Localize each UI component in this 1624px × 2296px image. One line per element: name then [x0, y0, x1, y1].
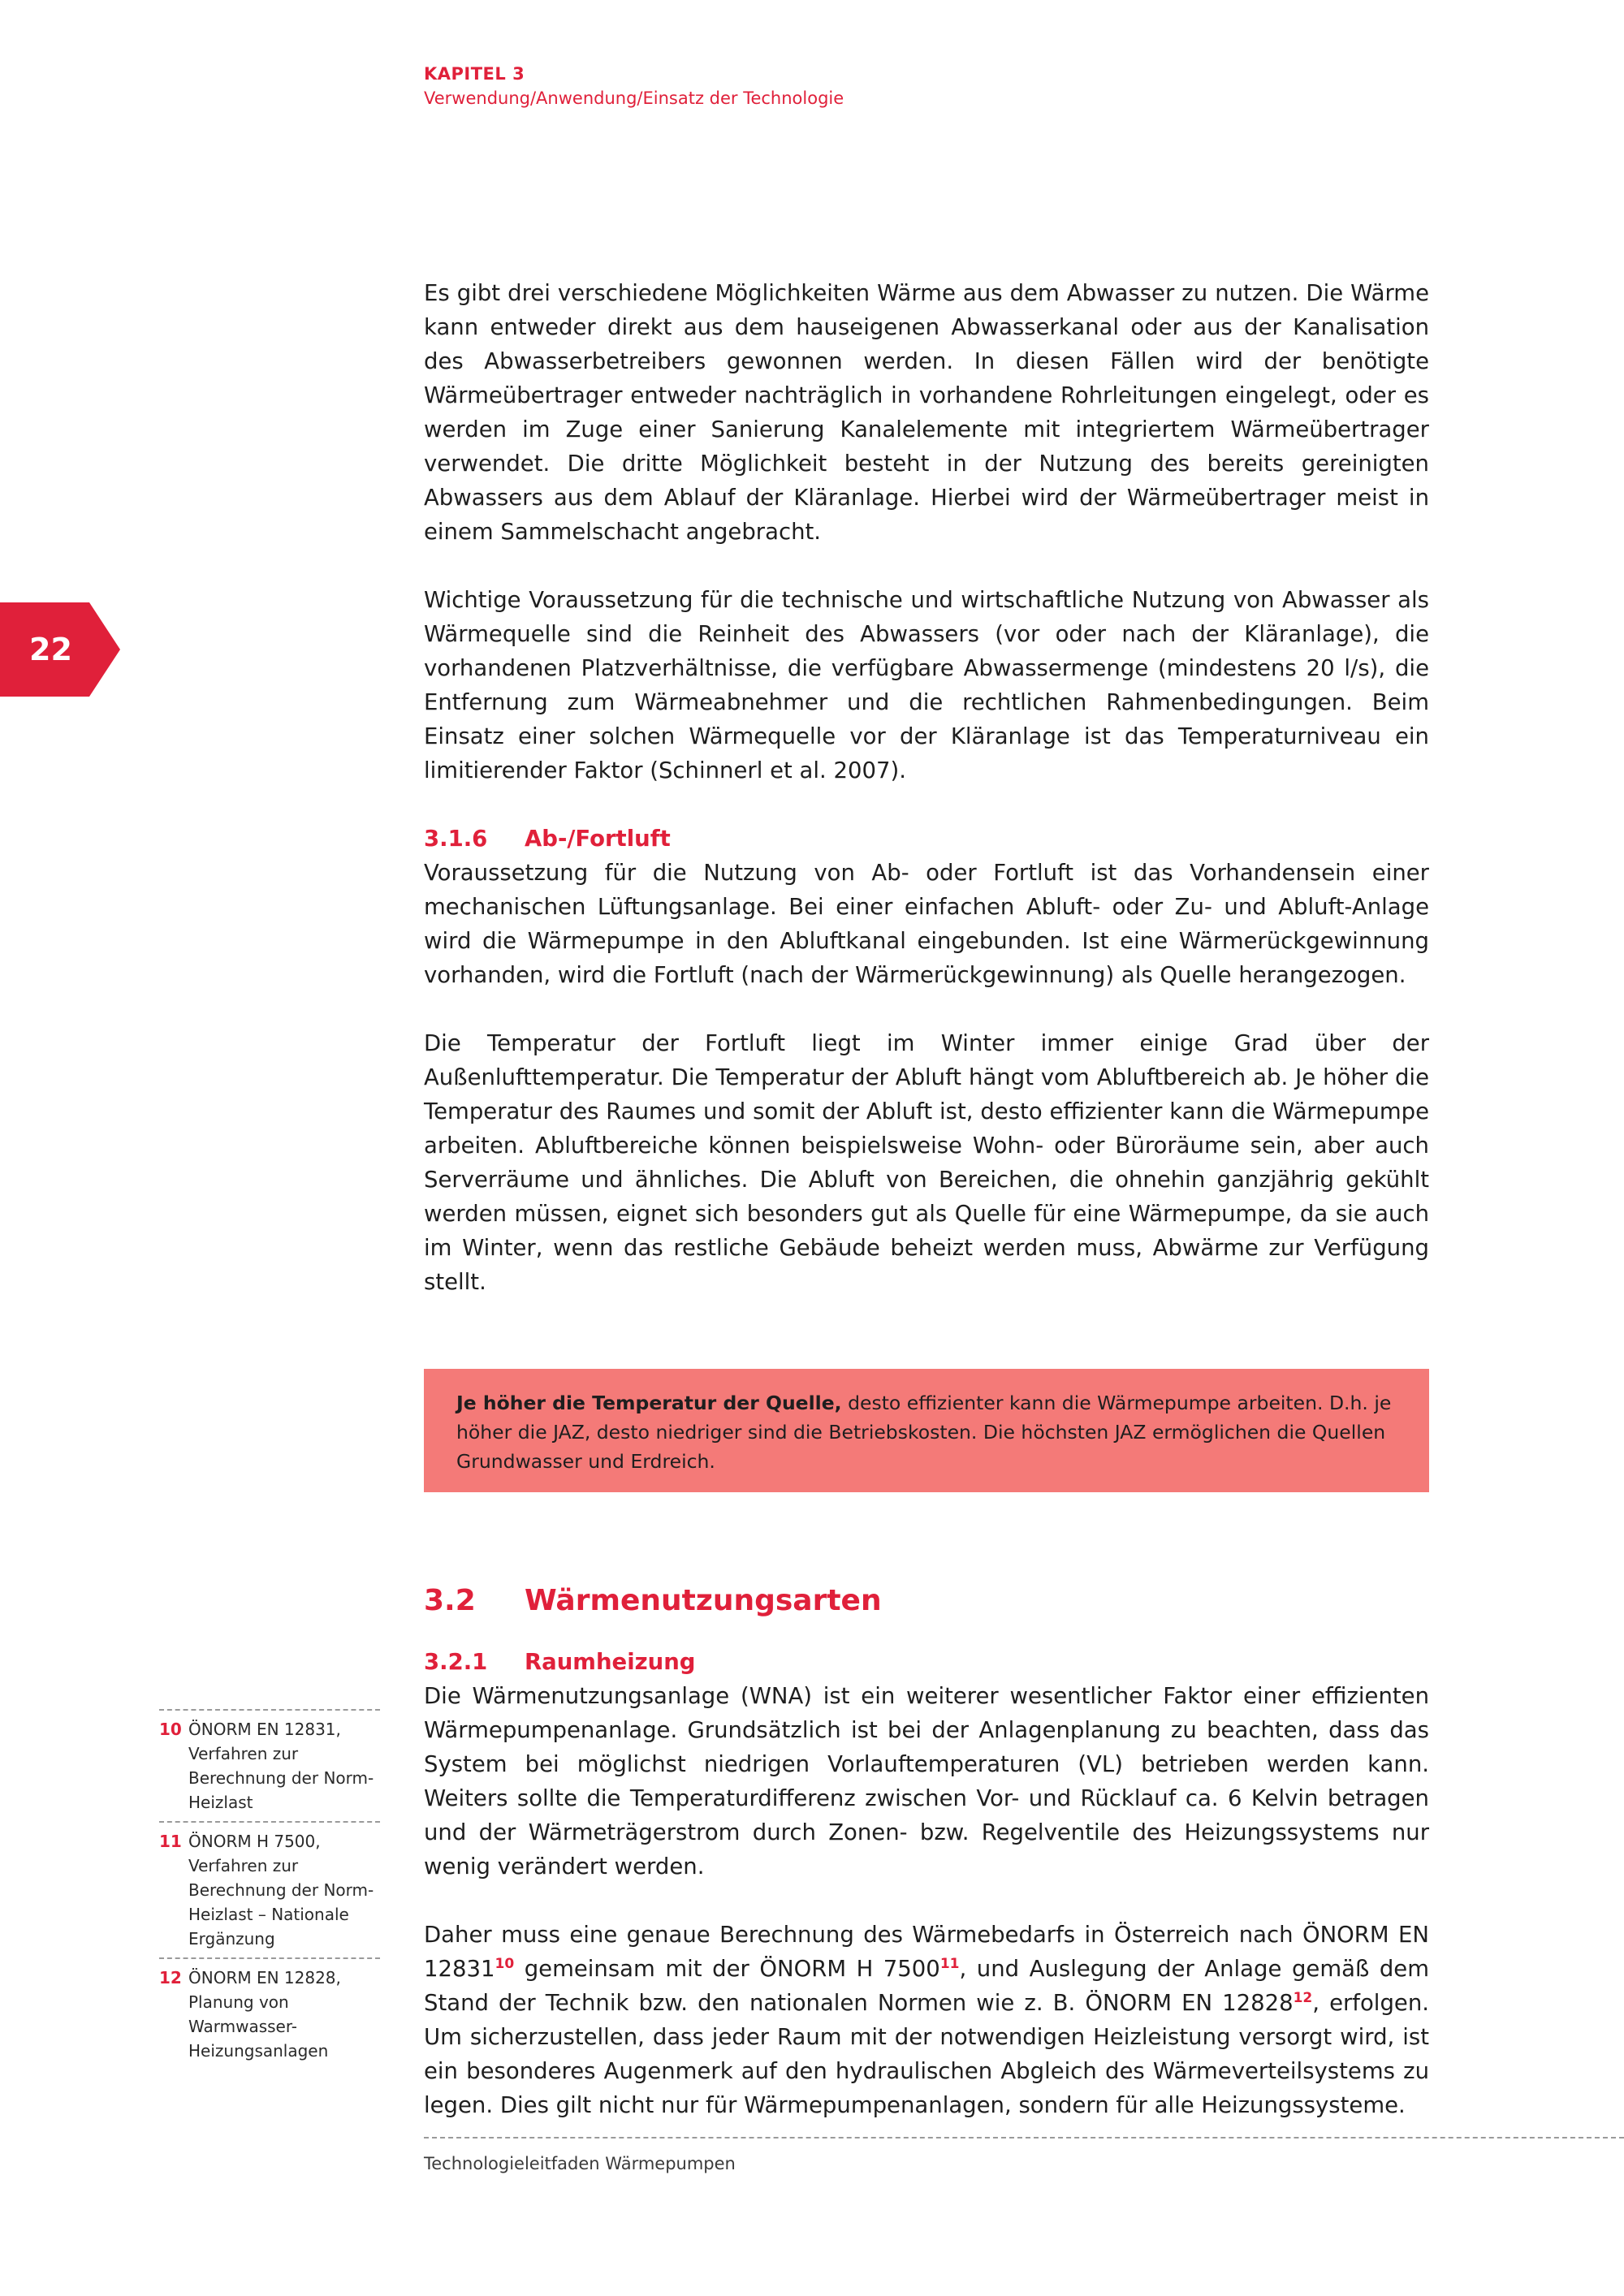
footnote-ref-12[interactable]: 12 — [1293, 1989, 1313, 2006]
text-segment: , und Auslegung der Anlage gemäß dem Stand der Technik bzw. den nationalen Normen wie z. B. ÖNORM EN 12828 — [424, 1956, 1429, 2016]
info-callout-box — [424, 1369, 1429, 1492]
heading-number: 3.1.6 — [424, 826, 488, 852]
callout-text — [456, 1388, 1397, 1476]
chapter-subtitle: Verwendung/Anwendung/Einsatz der Technologie — [424, 88, 844, 108]
footnote-11 — [159, 1821, 380, 1957]
running-footer: Technologieleitfaden Wärmepumpen — [424, 2154, 736, 2173]
text-segment: Daher muss eine genaue Berechnung des Wärmebedarfs in Österreich nach ÖNORM EN 12831 — [424, 1922, 1429, 1982]
page-number-tab — [0, 602, 120, 697]
heading-3-2-1 — [424, 1645, 1429, 1679]
paragraph-fortluft-1: Voraussetzung für die Nutzung von Ab- oder Fortluft ist das Vorhandensein einer mechanischen Lüftungsanlage. Bei einer einfachen Abluft- oder Zu- und Abluft-Anlage wird die Wärmepumpe in den Abluftkanal eingebunden. Ist eine Wärmerückgewinnung vorhanden, wird die Fortluft (nach der Wärmerückgewinnung) als Quelle herangezogen. — [424, 860, 1429, 988]
footer-divider — [424, 2137, 1624, 2138]
heading-number: 3.2 — [424, 1584, 476, 1617]
heading-number: 3.2.1 — [424, 1649, 488, 1675]
heading-3-1-6 — [424, 822, 1429, 856]
paragraph-abwasser-1: Es gibt drei verschiedene Möglichkeiten Wärme aus dem Abwasser zu nutzen. Die Wärme kann entweder direkt aus dem hauseigenen Abwasserkanal oder aus der Kanalisation des Abwasserbetreibers gewonnen werden. In diesen Fällen wird der benötigte Wärmeübertrager entweder nachträglich in vorhandene Rohrleitungen eingelegt, oder es werden im Zuge einer Sanierung Kanalelemente mit integriertem Wärmeübertrager verwendet. Die dritte Möglichkeit besteht in der Nutzung des bereits gereinigten Abwassers aus dem Ablauf der Kläranlage. Hierbei wird der Wärmeübertrager meist in einem Sammelschacht angebracht. — [424, 280, 1429, 545]
footnote-ref-10[interactable]: 10 — [495, 1955, 515, 1972]
main-content — [424, 276, 1429, 2122]
footnote-number: 11 — [159, 1832, 182, 1851]
footnotes-column — [159, 1709, 380, 2069]
heading-title: Wärmenutzungsarten — [525, 1584, 882, 1617]
page-number: 22 — [29, 632, 72, 667]
footnote-text: ÖNORM EN 12831, Verfahren zur Berechnung der Norm-Heizlast — [188, 1720, 374, 1812]
heading-3-2 — [424, 1578, 1429, 1624]
footnote-number: 10 — [159, 1720, 182, 1739]
footnote-10 — [159, 1709, 380, 1821]
paragraph-raumheizung-1: Die Wärmenutzungsanlage (WNA) ist ein weiterer wesentlicher Faktor einer effizienten Wärmepumpenanlage. Grundsätzlich ist bei der Anlagenplanung zu beachten, dass das System bei möglichst niedrigen Vorlauftemperaturen (VL) betrieben werden kann. Weiters sollte die Temperaturdifferenz zwischen Vor- und Rücklauf ca. 6 Kelvin betragen und der Wärmeträgerstrom durch Zonen- bzw. Regelventile des Heizungssystems nur wenig verändert werden. — [424, 1683, 1429, 1880]
callout-body-text: desto effizienter kann die Wärmepumpe arbeiten. D.h. je höher die JAZ, desto niedriger sind die Betriebskosten. Die höchsten JAZ ermöglichen die Quellen Grundwasser und Erdreich. — [456, 1392, 1392, 1473]
text-segment: gemeinsam mit der ÖNORM H 7500 — [514, 1956, 940, 1982]
paragraph-fortluft-2: Die Temperatur der Fortluft liegt im Winter immer einige Grad über der Außenlufttemperatur. Die Temperatur der Abluft hängt vom Abluftbereich ab. Je höher die Temperatur des Raumes und somit der Abluft ist, desto effizienter kann die Wärmepumpe arbeiten. Abluftbereiche können beispielsweise Wohn- oder Büroräume sein, aber auch Serverräume und ähnliches. Die Abluft von Bereichen, die ohnehin ganzjährig gekühlt werden müssen, eignet sich besonders gut als Quelle für eine Wärmepumpe, da sie auch im Winter, wenn das restliche Gebäude beheizt werden muss, Abwärme zur Verfügung stellt. — [424, 1030, 1429, 1295]
chapter-label: KAPITEL 3 — [424, 64, 525, 84]
footnote-number: 12 — [159, 1968, 182, 1987]
paragraph-raumheizung-2 — [424, 1918, 1429, 2122]
heading-title: Ab-/Fortluft — [525, 826, 671, 852]
paragraph-abwasser-2: Wichtige Voraussetzung für die technische und wirtschaftliche Nutzung von Abwasser als Wärmequelle sind die Reinheit des Abwassers (vor oder nach der Kläranlage), die vorhandenen Platzverhältnisse, die verfügbare Abwassermenge (mindestens 20 l/s), die Entfernung zum Wärmeabnehmer und die rechtlichen Rahmenbedingungen. Beim Einsatz einer solchen Wärmequelle vor der Kläranlage ist das Temperaturniveau ein limitierender Faktor (Schinnerl et al. 2007). — [424, 587, 1429, 783]
footnote-text: ÖNORM H 7500, Verfahren zur Berechnung der Norm-Heizlast – Nationale Ergänzung — [188, 1832, 374, 1949]
footnote-text: ÖNORM EN 12828, Planung von Warmwasser-Heizungsanlagen — [188, 1968, 341, 2061]
heading-title: Raumheizung — [525, 1649, 696, 1675]
callout-bold-text: Je höher die Temperatur der Quelle, — [456, 1392, 842, 1414]
footnote-12 — [159, 1957, 380, 2069]
footnote-ref-11[interactable]: 11 — [939, 1955, 960, 1972]
running-header — [424, 62, 844, 110]
text-segment: , erfolgen. Um sicherzustellen, dass jeder Raum mit der notwendigen Heizleistung versorgt wird, ist ein besonderes Augenmerk auf den hydraulischen Abgleich des Wärmeverteilsystems zu legen. Dies gilt nicht nur für Wärmepumpenanlagen, sondern für alle Heizungssysteme. — [424, 1990, 1429, 2118]
